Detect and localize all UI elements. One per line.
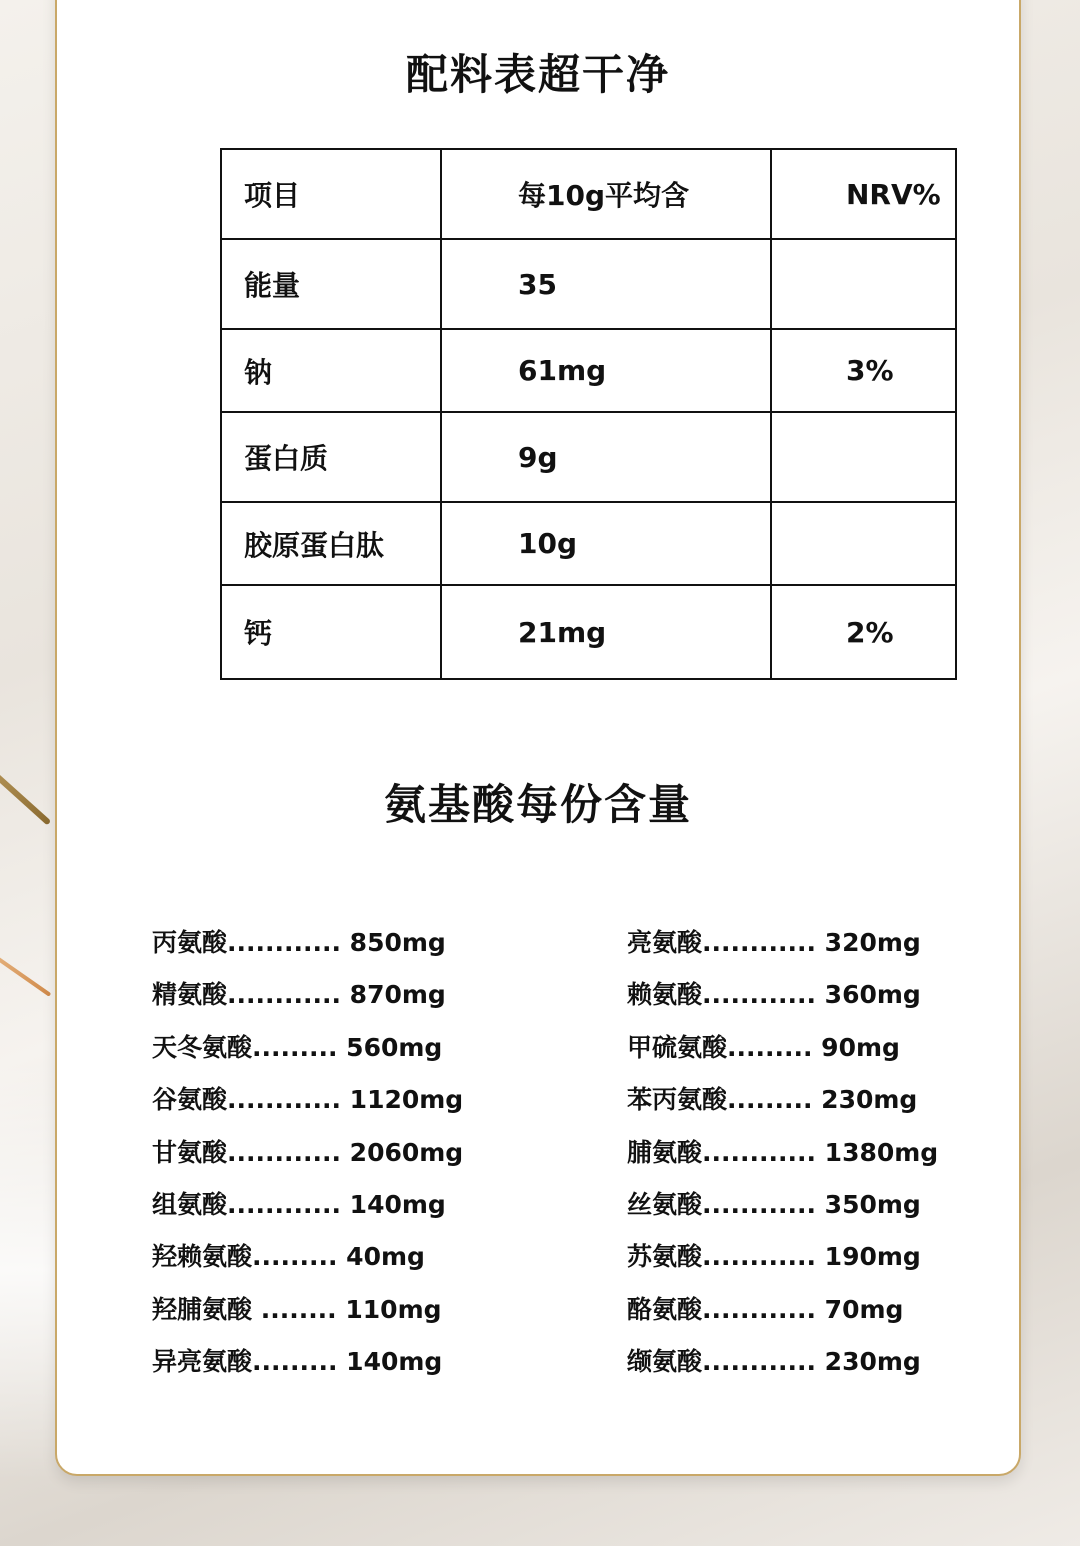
- row-amount: 10g: [441, 502, 771, 585]
- row-amount: 9g: [441, 412, 771, 502]
- header-cell-per10g: 每10g平均含: [441, 149, 771, 239]
- list-item: 羟脯氨酸 ........ 110mg: [152, 1294, 442, 1324]
- row-amount: 61mg: [441, 329, 771, 412]
- amino-heading: 氨基酸每份含量: [383, 780, 692, 829]
- header-cell-nrv: NRV%: [771, 149, 956, 239]
- row-item: 钠: [221, 329, 441, 412]
- table-row: [221, 502, 956, 585]
- row-nrv: [771, 412, 956, 502]
- list-item: 甲硫氨酸......... 90mg: [627, 1032, 900, 1062]
- row-amount: 35: [441, 239, 771, 329]
- row-item: 蛋白质: [221, 412, 441, 502]
- table-row: [221, 585, 956, 679]
- list-item: 苯丙氨酸......... 230mg: [627, 1085, 918, 1115]
- amino-list-left: [152, 917, 463, 1389]
- row-item: 钙: [221, 585, 441, 679]
- background-gold-streak: [0, 741, 51, 826]
- content-card: [55, 0, 1021, 1476]
- list-item: 亮氨酸............ 320mg: [627, 928, 921, 957]
- list-item: 苏氨酸............ 190mg: [627, 1242, 921, 1272]
- row-amount: 21mg: [441, 585, 771, 679]
- list-item: 羟赖氨酸......... 40mg: [152, 1242, 425, 1272]
- list-item: 精氨酸............ 870mg: [152, 980, 446, 1010]
- list-item: 谷氨酸............ 1120mg: [152, 1085, 464, 1115]
- row-item: 胶原蛋白肽: [221, 502, 441, 585]
- list-item: 天冬氨酸......... 560mg: [152, 1032, 443, 1062]
- list-item: 酪氨酸............ 70mg: [627, 1294, 904, 1324]
- list-item: 甘氨酸............ 2060mg: [152, 1137, 464, 1167]
- nutrition-table: [220, 148, 957, 680]
- list-item: 丝氨酸............ 350mg: [627, 1189, 921, 1219]
- row-nrv: [771, 502, 956, 585]
- ingredients-heading: 配料表超干净: [405, 50, 670, 99]
- list-item: 缬氨酸............ 230mg: [627, 1347, 921, 1377]
- list-item: 赖氨酸............ 360mg: [627, 980, 921, 1010]
- list-item: 脯氨酸............ 1380mg: [627, 1137, 939, 1167]
- table-row: [221, 329, 956, 412]
- row-nrv: [771, 239, 956, 329]
- header-cell-item: 项目: [221, 149, 441, 239]
- list-item: 异亮氨酸......... 140mg: [152, 1347, 443, 1377]
- amino-list-right: [627, 917, 938, 1389]
- background-sheen: [0, 1060, 60, 1480]
- background-orange-streak: [0, 930, 51, 996]
- list-item: 丙氨酸............ 850mg: [152, 928, 446, 957]
- table-row: [221, 239, 956, 329]
- row-nrv: 3%: [771, 329, 956, 412]
- row-nrv: 2%: [771, 585, 956, 679]
- table-header-row: [221, 149, 956, 239]
- list-item: 组氨酸............ 140mg: [152, 1189, 446, 1219]
- row-item: 能量: [221, 239, 441, 329]
- table-row: [221, 412, 956, 502]
